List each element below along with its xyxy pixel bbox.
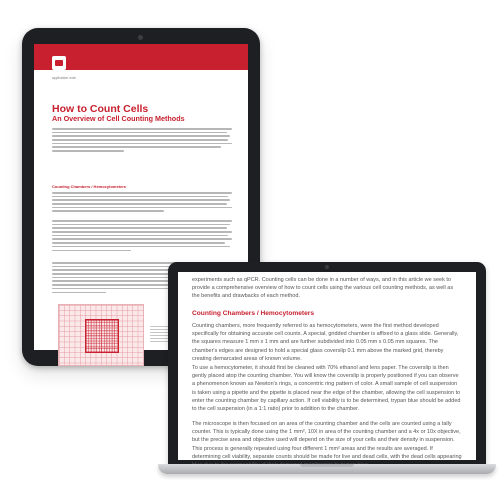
section-heading: Counting Chambers / Hemocytometers — [52, 184, 127, 189]
paragraph-1 — [52, 192, 232, 214]
paragraph-1-text: Counting chambers, more frequently referred to as hemocytometers, were the first method developed specifically for obtaining accurate cell counts. A special, gridded chamber is affixed to a glass slide. Generally, the squares measure 1 mm x 1 mm and are further subdivided into 0.05 mm x 0.05 mm squares. The chamber's edges are designed to hold a special glass coverslip 0.1 mm above the marked grid, thereby creating demarcated areas of known volume. — [192, 323, 459, 362]
document-type-label: application note — [52, 76, 76, 80]
laptop-camera — [325, 265, 329, 269]
document-header-bar — [34, 44, 248, 70]
document-subtitle: An Overview of Cell Counting Methods — [52, 114, 185, 123]
brand-logo-icon — [52, 56, 66, 70]
intro-paragraph — [52, 128, 232, 154]
document-title: How to Count Cells — [52, 103, 149, 115]
paragraph-2-text: To use a hemocytometer, it should first be cleaned with 70% ethanol and lens paper. The coverslip is then gently placed atop the counting chamber. You will know the coverslip is properly positioned if you can observe a phenomenon known as Newton's rings, a concentric ring pattern of color. A small sample of cell suspension is taken using a pipette and the pipette is placed near the edge of the chamber, allowing the cell suspension to enter the counting chamber by capillary action. If cell viability is to be determined, trypan blue should be added to the cell suspension (in a 1:1 ratio) prior to addition to the chamber. — [192, 365, 461, 413]
laptop-base — [158, 464, 496, 474]
laptop-notch — [300, 464, 354, 467]
paragraph-3-text: The microscope is then focused on an area of the counting chamber and the cells are counted using a tally counter. This is typically done using the 1 mm², 10X in area of the counting chamber and a 4x or 10x objective, but the precise area and objective used will depend on the size of your cells and their density in suspension. This process is generally repeated using four different 1 mm² areas and the results are averaged. If determining cell viability, separate counts should be made for live and dead cells, with the dead cells appearing — [192, 421, 462, 460]
laptop-device — [168, 262, 486, 466]
paragraph-2 — [52, 220, 232, 253]
hemocytometer-grid-figure — [58, 304, 144, 366]
grid-center-square — [85, 319, 119, 353]
laptop-screen — [178, 272, 476, 460]
tablet-camera — [138, 35, 143, 40]
intro-paragraph-text: experiments such as qPCR. Counting cells can be done in a number of ways, and in this article we seek to provide a comprehensive overview of how to count cells using the various cell counting methods, as well as the benefits and drawbacks of each method. — [192, 277, 454, 300]
section-heading: Counting Chambers / Hemocytometers — [192, 310, 315, 317]
